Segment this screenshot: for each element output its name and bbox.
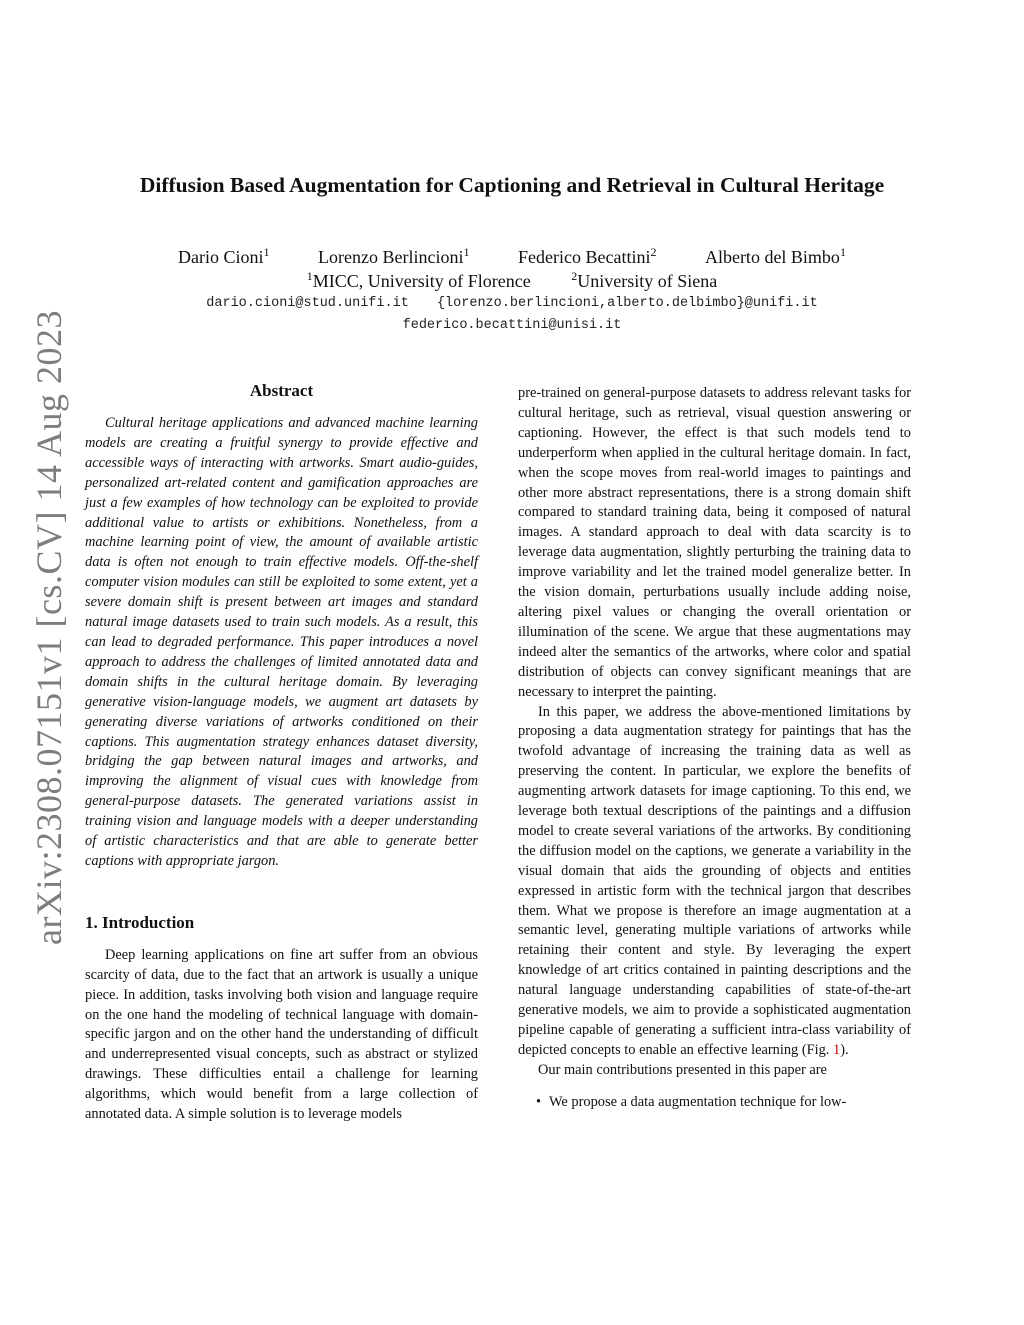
introduction-paragraph-1: Deep learning applications on fine art suffer from an obvious scarcity of data, due to the fact that an artwork is usually a unique piece. In addition, tasks involving both vision and language require on the one hand the modeling of technical language with domain-specific jargon and on the other hand the understanding of difficult and underrepresented visual concepts, such as abstract or stylized drawings. These difficulties entail a challenge for learning algorithms, which would benefit from a large collection of annotated data. A simple solution is to leverage models xyxy=(85,946,478,1123)
author-1: Dario Cioni$^1$ xyxy=(178,245,270,267)
contributions-list xyxy=(518,1093,911,1113)
contribution-item-1: • We propose a data augmentation technique for low- xyxy=(518,1093,911,1113)
author-4: Alberto del Bimbo$^1$ xyxy=(704,245,846,267)
email-cioni: dario.cioni@stud.unifi.it xyxy=(206,296,409,311)
email-line-2 xyxy=(0,315,1024,337)
abstract-text: Cultural heritage applications and advanced machine learning models are creating a fruitful synergy to provide effective and accessible ways of interacting with artworks. Smart audio-guides, personalized art-related content and gamification approaches are just a few examples of how technology can be exploited to provide additional value to artists or exhibitions. Nonetheless, from a machine learning point of view, the amount of available artistic data is often not enough to train effective models. Off-the-shelf computer vision modules can still be exploited to some extent, yet a severe domain shift is present between art images and standard natural image datasets used to train such models. As a result, this can lead to degraded performance. This paper introduces a novel approach to address the challenges of limited annotated data and domain shifts in the cultural heritage domain. By leveraging generative vision-language models, we augment art datasets by generating diverse variations of artworks conditioned on their captions. This augmentation strategy enhances dataset diversity, bridging the gap between natural images and artworks, and improving the alignment of visual cues with knowledge from general-purpose datasets. The generated variations assist in training vision and language models with a deeper understanding of artistic characteristics and that are able to generate better captions with appropriate jargon. xyxy=(85,415,478,869)
introduction-heading: 1. Introduction xyxy=(85,912,195,932)
bullet-icon: • xyxy=(536,1093,542,1110)
arxiv-identifier-stamp: arXiv:2308.07151v1 [cs.CV] 14 Aug 2023 xyxy=(29,310,69,945)
email-line-1 xyxy=(0,293,1024,315)
email-becattini: federico.becattini@unisi.it xyxy=(402,318,622,333)
right-paragraph-2: In this paper, we address the above-mentioned limitations by proposing a data augmentation strategy for paintings that has the twofold advantage of increasing the training data as well as preserving the content. In particular, we explore the benefits of augmenting artwork datasets for image captioning. To this end, we leverage both textual descriptions of the paintings and a diffusion model to create several variations of the artworks. By conditioning the diffusion model on the captions, we generate a variability in the visual domain that aids the grounding of objects and entities expressed in artistic form with the technical jargon that describes them. What we propose is therefore an image augmentation at a semantic level, generating multiple variations of artworks while retaining their content and style. By leveraging the expert knowledge of art critics contained in painting descriptions and the natural language understanding capabilities of state-of-the-art generative models, we aim to provide a sophisticated augmentation pipeline capable of generating a sufficient intra-class variability of depicted concepts to enable an effective learning (Fig. 1). xyxy=(518,703,911,1058)
author-3: Federico Becattini$^2$ xyxy=(518,245,657,267)
affiliation-2: $^2$University of Siena xyxy=(571,269,718,291)
email-berlincioni-delbimbo: {lorenzo.berlincioni,alberto.delbimbo}@unifi.it xyxy=(436,296,818,311)
figure-1-reference-link[interactable]: 1 xyxy=(833,1041,841,1058)
right-column xyxy=(518,384,911,1113)
contributions-intro: Our main contributions presented in this paper are xyxy=(538,1061,827,1078)
author-2: Lorenzo Berlincioni$^1$ xyxy=(318,245,470,267)
paper-title: Diffusion Based Augmentation for Captioning and Retrieval in Cultural Heritage xyxy=(139,173,885,197)
affiliation-list xyxy=(0,264,1024,293)
left-column xyxy=(85,380,478,1125)
affiliation-1: $^1$MICC, University of Florence xyxy=(306,269,531,291)
right-paragraph-1: pre-trained on general-purpose datasets to address relevant tasks for cultural heritage, such as retrieval, visual question answering or captioning. However, the effect is that such models tend to underperform when applied in the cultural heritage domain. In fact, when the scope moves from real-world images to paintings and other more abstract representations, there is a strong domain shift compared to standard training data, being it composed of natural images. A standard approach to deal with data scarcity is to leverage data augmentation, slightly perturbing the training data to improve variability and let the trained model generalize better. In the vision domain, perturbations usually include adding noise, altering pixel values or changing the overall orientation or illumination of the scene. We argue that these augmentations may indeed alter the semantics of the artworks, where color and spatial distribution of objects can convey significant meanings that are necessary to interpret the painting. xyxy=(518,385,911,700)
abstract-heading: Abstract xyxy=(249,381,314,400)
email-block xyxy=(0,293,1024,337)
